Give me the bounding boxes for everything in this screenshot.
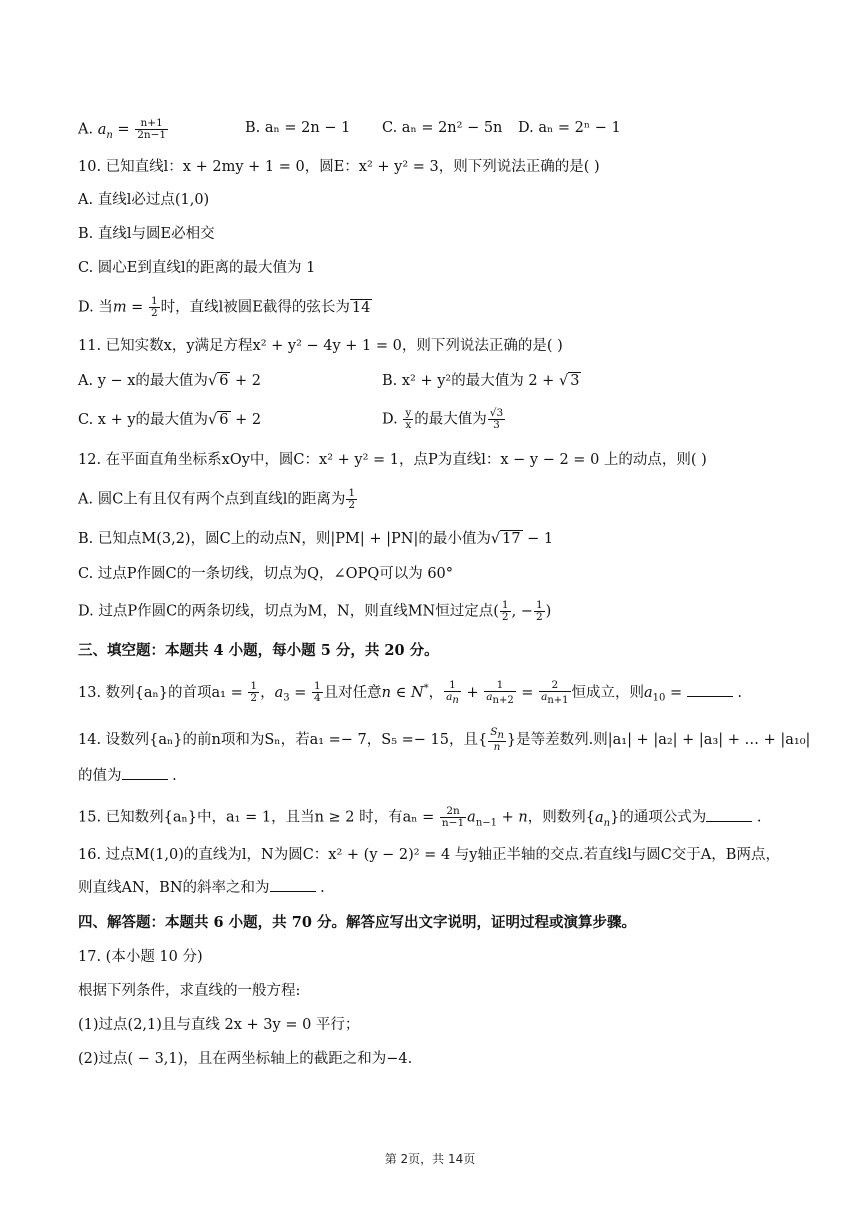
q17-part-2: (2)过点( − 3,1)，且在两坐标轴上的截距之和为−4. [78,1051,413,1067]
q15: 15. 已知数列{aₙ}中，a₁ = 1，且当n ≥ 2 时，有aₙ = $\frac{2n}{n-1}$ $a_{n-1} + n$，则数列$\{a_n\}$的通项公式为 . [78,805,762,829]
q16-line-2: 则直线AN，BN的斜率之和为 . [78,877,325,898]
q11-option-c: C. x + y的最大值为√ 6 + 2 [78,412,262,428]
q10-stem: 10. 已知直线l：x + 2my + 1 = 0，圆E：x² + y² = 3，则下列说法正确的是( ) [78,159,600,175]
q13: 13. 数列{aₙ}的首项a₁ = $\frac{1}{2}$ ，$a_3$ = $\frac{1}{4}$ 且对任意n ∈ N*， $\frac{1}{a_n}$ + $\frac{1}{a_{n+2}}$ = $\frac{2}{a_{n+1}}$ 恒成立，则$a_{10}$ = . [78,678,742,706]
page-footer: 第 2页，共 14页 [384,1152,476,1166]
q12-option-c: C. 过点P作圆C的一条切线，切点为Q，∠OPQ可以为 60° [78,566,454,582]
q11-option-a: A. y − x的最大值为√ 6 + 2 [78,373,262,389]
section-4-heading: 四、解答题：本题共 6 小题，共 70 分。解答应写出文字说明，证明过程或演算步骤。 [78,914,636,931]
q11-option-d: D. $\frac{y}{x}$ 的最大值为 $\frac{√3}{3}$ [382,407,504,431]
q9-option-b: B. aₙ = 2n − 1 [245,120,351,136]
q10-option-d: D. 当m = $\frac{1}{2}$ 时，直线l被圆E截得的弦长为 14 [78,295,371,319]
q16-line-1: 16. 过点M(1,0)的直线为l，N为圆C：x² + (y − 2)² = 4 与y轴正半轴的交点.若直线l与圆C交于A，B两点， [78,847,780,863]
q10-option-b: B. 直线l与圆E必相交 [78,226,215,242]
q12-option-d: D. 过点P作圆C的两条切线，切点为M，N，则直线MN恒过定点( $\frac{1}{2}$ , − $\frac{1}{2}$ ) [78,599,552,623]
q12-option-b: B. 已知点M(3,2)，圆C上的动点N，则|PM| + |PN|的最小值为√ 17 − 1 [78,531,554,547]
q9-option-d: D. aₙ = 2ⁿ − 1 [518,120,621,136]
q14-line-1: 14. 设数列{aₙ}的前n项和为Sₙ，若a₁ =− 7，S₅ =− 15，且{ $\frac{S_n}{n}$ }是等差数列.则|a₁| + |a₂| + |a₃| + … + |a₁₀| [78,726,811,754]
q10-option-a: A. 直线l必过点(1,0) [78,192,210,208]
q10-option-c: C. 圆心E到直线l的距离的最大值为 1 [78,260,316,276]
q14-line-2: 的值为 . [78,765,177,786]
q11-option-b: B. x² + y²的最大值为 2 + √ 3 [382,373,580,389]
q17-title: 17. (本小题 10 分) [78,949,203,965]
q17-intro: 根据下列条件，求直线的一般方程: [78,983,301,999]
q17-part-1: (1)过点(2,1)且与直线 2x + 3y = 0 平行； [78,1017,360,1033]
section-3-heading: 三、填空题：本题共 4 小题，每小题 5 分，共 20 分。 [78,642,439,659]
q9-option-c: C. aₙ = 2n² − 5n [382,120,503,136]
q9-option-a: A. $a_n$ = $\frac{n+1}{2n-1}$ [78,117,167,141]
q11-stem: 11. 已知实数x，y满足方程x² + y² − 4y + 1 = 0，则下列说法正确的是( ) [78,338,563,354]
q12-option-a: A. 圆C上有且仅有两个点到直线l的距离为 $\frac{1}{2}$ [78,487,356,511]
q12-stem: 12. 在平面直角坐标系xOy中，圆C：x² + y² = 1，点P为直线l：x − y − 2 = 0 上的动点，则( ) [78,452,707,468]
